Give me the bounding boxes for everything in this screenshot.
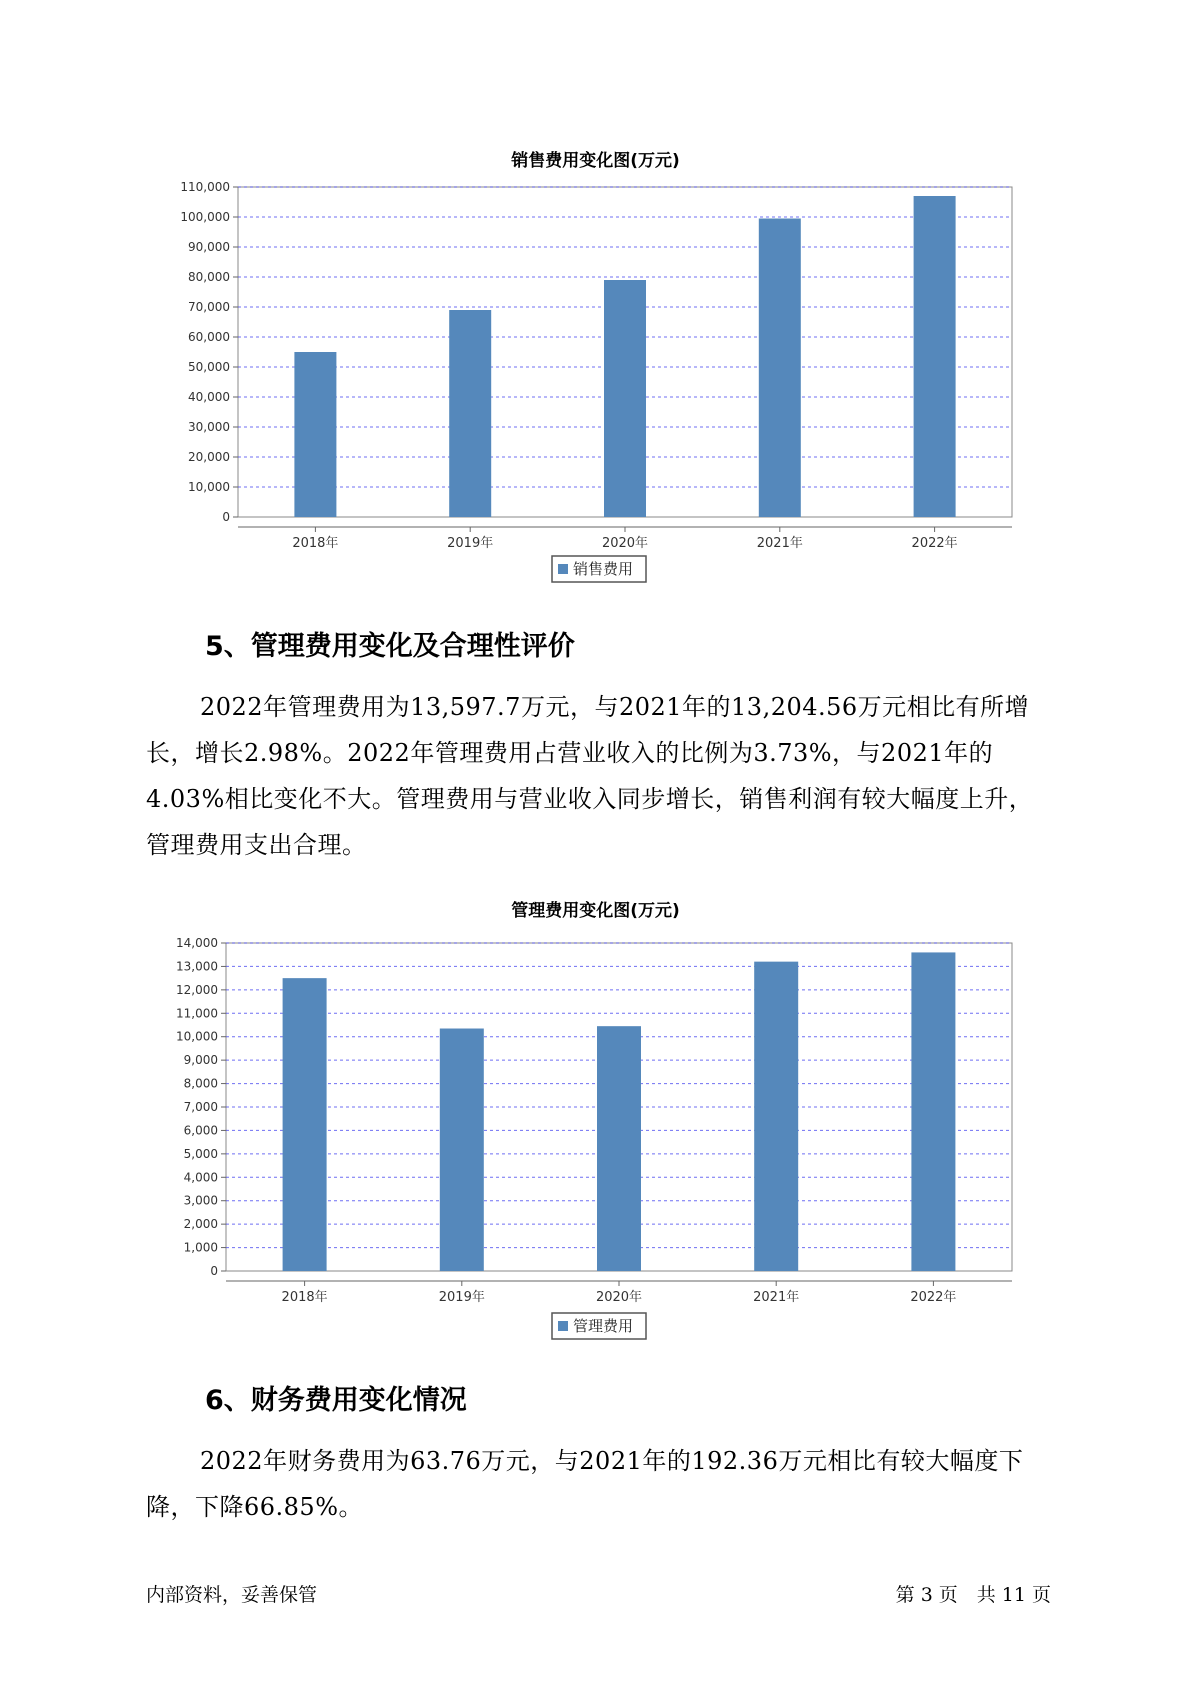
legend-label: 管理费用 [573,1317,634,1335]
y-tick-label: 20,000 [188,450,230,464]
x-tick-label: 2018年 [281,1290,328,1305]
y-tick-label: 6,000 [183,1123,218,1138]
section-heading-5: 5、管理费用变化及合理性评价 [205,631,575,662]
x-tick-label: 2020年 [601,536,649,551]
y-tick-label: 110,000 [180,180,230,194]
y-tick-label: 90,000 [188,240,230,254]
bar-2019年 [440,1029,484,1271]
bar-2018年 [294,352,336,517]
y-tick-label: 60,000 [188,330,230,344]
y-tick-label: 100,000 [180,210,230,224]
x-tick-label: 2021年 [753,1290,800,1305]
legend-label: 销售费用 [573,560,634,578]
y-tick-label: 11,000 [176,1006,218,1021]
page-current: 3 [920,1584,933,1606]
bar-2022年 [911,952,955,1271]
y-tick-label: 10,000 [176,1029,218,1044]
bar-2018年 [283,978,327,1271]
x-tick-label: 2019年 [438,1290,485,1305]
paragraph-financial-expense: 2022年财务费用为63.76万元，与2021年的192.36万元相比有较大幅度下降，下降66.85%。 [146,1447,1024,1521]
legend-swatch [558,1321,568,1331]
bar-2022年 [914,196,956,517]
y-tick-label: 30,000 [188,420,230,434]
footer-page-number [890,1580,1051,1607]
page-prefix: 第 [895,1584,915,1606]
sales-expense-chart [0,170,1191,610]
legend-swatch [558,564,568,574]
y-tick-label: 50,000 [188,360,230,374]
page-total: 11 [1001,1584,1026,1606]
bar-2020年 [604,280,646,517]
x-tick-label: 2021年 [756,536,803,551]
y-tick-label: 5,000 [183,1146,218,1161]
y-tick-label: 13,000 [176,959,218,974]
y-tick-label: 9,000 [183,1053,218,1068]
management-expense-chart [0,920,1191,1340]
page-suffix: 页 [1031,1584,1051,1606]
bar-2021年 [759,219,801,518]
y-tick-label: 3,000 [183,1193,218,1208]
footer-confidential-note: 内部资料，妥善保管 [146,1584,318,1606]
y-tick-label: 0 [222,510,230,524]
paragraph-management-expense: 2022年管理费用为13,597.7万元，与2021年的13,204.56万元相比有所增长，增长2.98%。2022年管理费用占营业收入的比例为3.73%，与2021年的4.03%相比变化不大。管理费用与营业收入同步增长，销售利润有较大幅度上升，管理费用支出合理。 [146,693,1034,859]
bar-2021年 [754,962,798,1271]
y-tick-label: 4,000 [183,1170,218,1185]
chart-title-sales: 销售费用变化图(万元) [511,151,680,171]
chart-title-management: 管理费用变化图(万元) [511,901,680,921]
y-tick-label: 14,000 [176,936,218,950]
y-tick-label: 10,000 [188,480,230,494]
bar-2020年 [597,1026,641,1271]
section-heading-6: 6、财务费用变化情况 [205,1385,467,1416]
y-tick-label: 40,000 [188,390,230,404]
y-tick-label: 1,000 [183,1240,218,1255]
y-tick-label: 12,000 [176,982,218,997]
x-tick-label: 2020年 [595,1290,643,1305]
x-tick-label: 2019年 [447,536,494,551]
y-tick-label: 70,000 [188,300,230,314]
page-mid: 页 共 [938,1584,996,1606]
y-tick-label: 7,000 [183,1100,218,1114]
x-tick-label: 2022年 [911,536,958,551]
y-tick-label: 8,000 [183,1076,218,1091]
y-tick-label: 2,000 [183,1217,218,1232]
y-tick-label: 0 [210,1264,218,1278]
x-tick-label: 2022年 [910,1290,957,1305]
y-tick-label: 80,000 [188,270,230,284]
x-tick-label: 2018年 [292,536,339,551]
bar-2019年 [449,310,491,517]
